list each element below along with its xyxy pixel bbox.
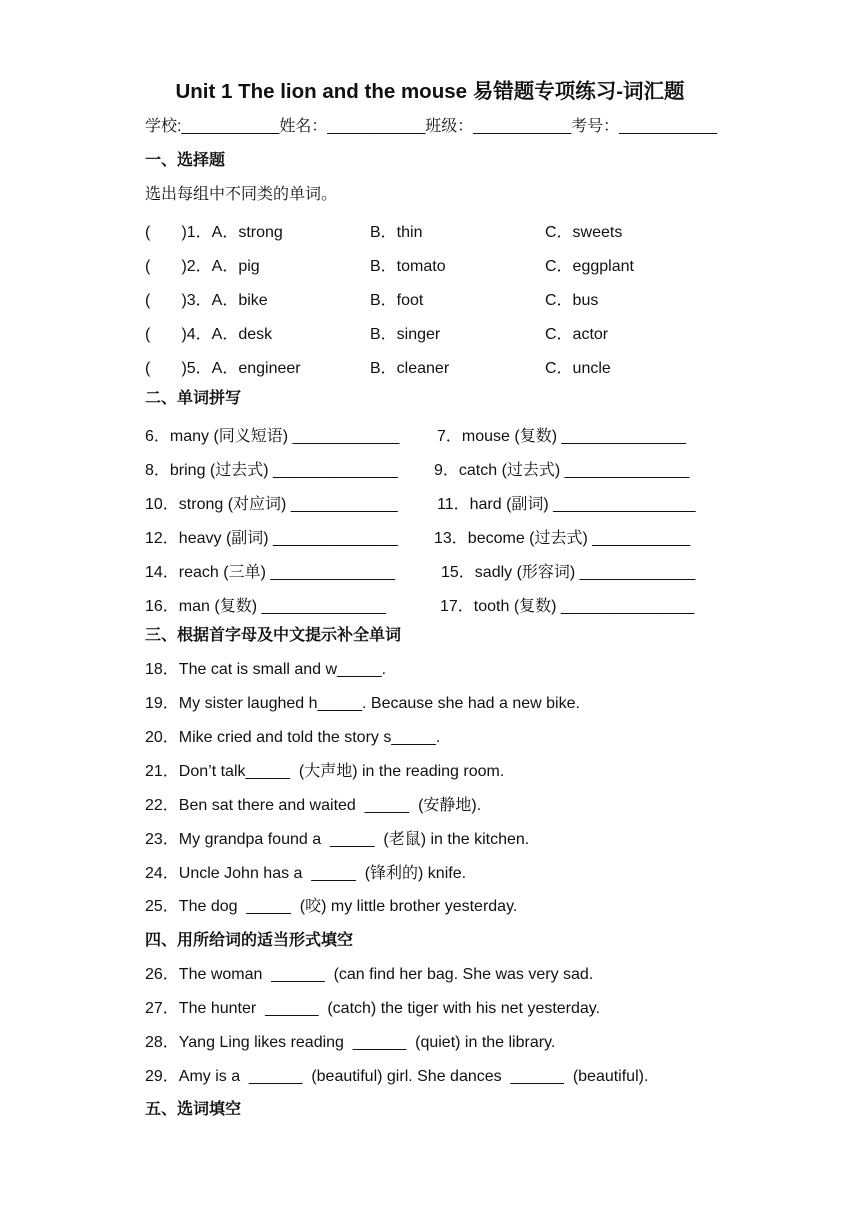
spelling-item: 12．heavy (副词) ______________ — [145, 530, 398, 547]
page-title: Unit 1 The lion and the mouse 易错题专项练习-词汇题 — [175, 80, 685, 103]
choice-instruction: 选出每组中不同类的单词。 — [145, 186, 338, 203]
choice-question-option-a: ( )3．A．bike — [145, 292, 268, 309]
hint-question: 23．My grandpa found a _____ (老鼠) in the kitchen. — [145, 831, 530, 848]
spelling-item: 7．mouse (复数) ______________ — [437, 428, 687, 445]
choice-option-b: B．cleaner — [370, 360, 450, 377]
spelling-item: 9．catch (过去式) ______________ — [434, 462, 690, 479]
choice-question-option-a: ( )1．A．strong — [145, 224, 283, 241]
hint-question: 20．Mike cried and told the story s_____. — [145, 729, 441, 746]
spelling-item: 15．sadly (形容词) _____________ — [441, 564, 696, 581]
choice-option-c: C．actor — [545, 326, 609, 343]
choice-question-option-a: ( )2．A．pig — [145, 258, 260, 275]
choice-option-b: B．thin — [370, 224, 423, 241]
section-heading-spelling: 二、单词拼写 — [145, 390, 242, 407]
hint-question: 21．Don’t talk_____ (大声地) in the reading room. — [145, 763, 505, 780]
choice-question-option-a: ( )4．A．desk — [145, 326, 273, 343]
choice-question — [145, 321, 745, 341]
spelling-item: 10．strong (对应词) ____________ — [145, 496, 398, 513]
choice-question — [145, 253, 745, 273]
hint-question: 24．Uncle John has a _____ (锋利的) knife. — [145, 865, 467, 882]
section-heading-hints: 三、根据首字母及中文提示补全单词 — [145, 627, 402, 644]
section-heading-forms: 四、用所给词的适当形式填空 — [145, 932, 354, 949]
spelling-item: 13．become (过去式) ___________ — [434, 530, 691, 547]
spelling-item: 11．hard (副词) ________________ — [437, 496, 696, 513]
choice-question — [145, 287, 745, 307]
form-question: 29．Amy is a ______ (beautiful) girl. She dances ______ (beautiful). — [145, 1068, 649, 1085]
choice-option-b: B．singer — [370, 326, 441, 343]
spelling-item: 8．bring (过去式) ______________ — [145, 462, 398, 479]
choice-option-c: C．eggplant — [545, 258, 634, 275]
section-heading-word-bank: 五、选词填空 — [145, 1101, 242, 1118]
hint-question: 22．Ben sat there and waited _____ (安静地). — [145, 797, 482, 814]
choice-option-b: B．tomato — [370, 258, 446, 275]
hint-question: 18．The cat is small and w_____. — [145, 661, 387, 678]
choice-question — [145, 355, 745, 375]
choice-option-c: C．uncle — [545, 360, 611, 377]
form-question: 28．Yang Ling likes reading ______ (quiet) in the library. — [145, 1034, 556, 1051]
hint-question: 19．My sister laughed h_____. Because she had a new bike. — [145, 695, 580, 712]
spelling-item: 16．man (复数) ______________ — [145, 598, 387, 615]
student-info-line: 学校:___________姓名：___________班级：___________考号：___________ — [145, 118, 717, 135]
choice-option-c: C．sweets — [545, 224, 623, 241]
choice-option-c: C．bus — [545, 292, 599, 309]
choice-question — [145, 219, 745, 239]
choice-option-b: B．foot — [370, 292, 424, 309]
spelling-item: 6．many (同义短语) ____________ — [145, 428, 400, 445]
form-question: 27．The hunter ______ (catch) the tiger with his net yesterday. — [145, 1000, 601, 1017]
spelling-item: 14．reach (三单) ______________ — [145, 564, 395, 581]
hint-question: 25．The dog _____ (咬) my little brother yesterday. — [145, 898, 518, 915]
form-question: 26．The woman ______ (can find her bag. She was very sad. — [145, 966, 594, 983]
spelling-item: 17．tooth (复数) _______________ — [440, 598, 695, 615]
section-heading-choice: 一、选择题 — [145, 152, 226, 169]
choice-question-option-a: ( )5．A．engineer — [145, 360, 301, 377]
